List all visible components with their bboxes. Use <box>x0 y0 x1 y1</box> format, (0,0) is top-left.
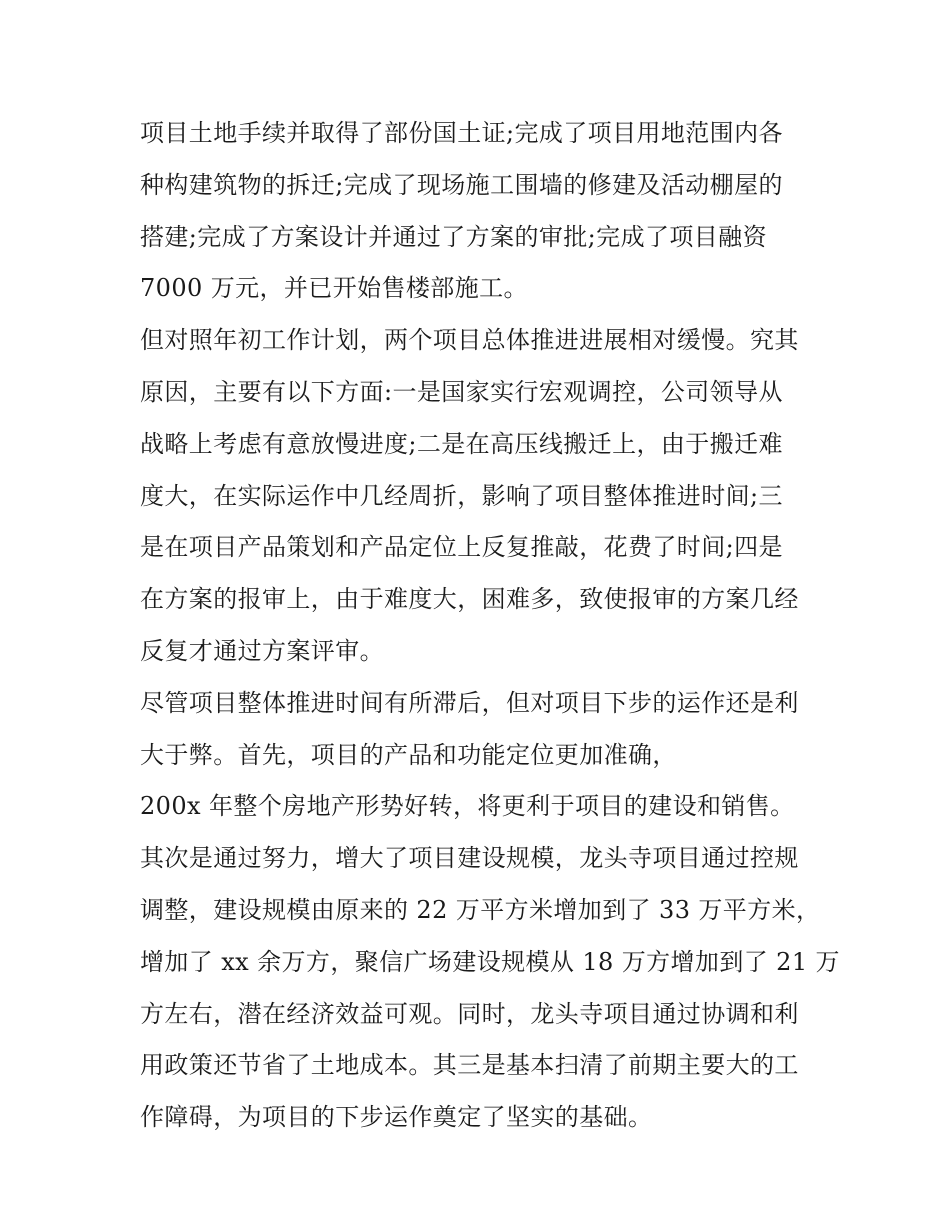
text-line: 方左右，潜在经济效益可观。同时，龙头寺项目通过协调和利 <box>140 999 799 1028</box>
body-text <box>140 108 840 1144</box>
text-line: 战略上考虑有意放慢进度;二是在高压线搬迁上，由于搬迁难 <box>140 429 783 458</box>
text-line: 在方案的报审上，由于难度大，困难多，致使报审的方案几经 <box>140 585 799 614</box>
text-line: 其次是通过努力，增大了项目建设规模，龙头寺项目通过控规 <box>140 844 799 873</box>
text-line: 增加了 xx 余万方，聚信广场建设规模从 18 万方增加到了 21 万 <box>140 947 840 976</box>
text-line: 度大，在实际运作中几经周折，影响了项目整体推进时间;三 <box>140 481 783 510</box>
text-line: 7000 万元，并已开始售楼部施工。 <box>140 274 528 303</box>
text-line: 大于弊。首先，项目的产品和功能定位更加准确， <box>140 740 677 769</box>
text-line: 200x 年整个房地产形势好转，将更利于项目的建设和销售。 <box>140 792 795 821</box>
text-line: 反复才通过方案评审。 <box>140 636 384 665</box>
text-line: 作障碍，为项目的下步运作奠定了坚实的基础。 <box>140 1103 653 1132</box>
text-line: 是在项目产品策划和产品定位上反复推敲，花费了时间;四是 <box>140 533 783 562</box>
text-line: 调整，建设规模由原来的 22 万平方米增加到了 33 万平方米， <box>140 895 821 924</box>
text-line: 用政策还节省了土地成本。其三是基本扫清了前期主要大的工 <box>140 1051 799 1080</box>
text-line: 原因，主要有以下方面:一是国家实行宏观调控，公司领导从 <box>140 377 783 406</box>
text-line: 种构建筑物的拆迁;完成了现场施工围墙的修建及活动棚屋的 <box>140 170 783 199</box>
text-line: 搭建;完成了方案设计并通过了方案的审批;完成了项目融资 <box>140 222 767 251</box>
text-line: 项目土地手续并取得了部份国土证;完成了项目用地范围内各 <box>140 119 783 147</box>
text-line: 但对照年初工作计划，两个项目总体推进进展相对缓慢。究其 <box>140 326 799 355</box>
text-line: 尽管项目整体推进时间有所滞后，但对项目下步的运作还是利 <box>140 688 799 717</box>
